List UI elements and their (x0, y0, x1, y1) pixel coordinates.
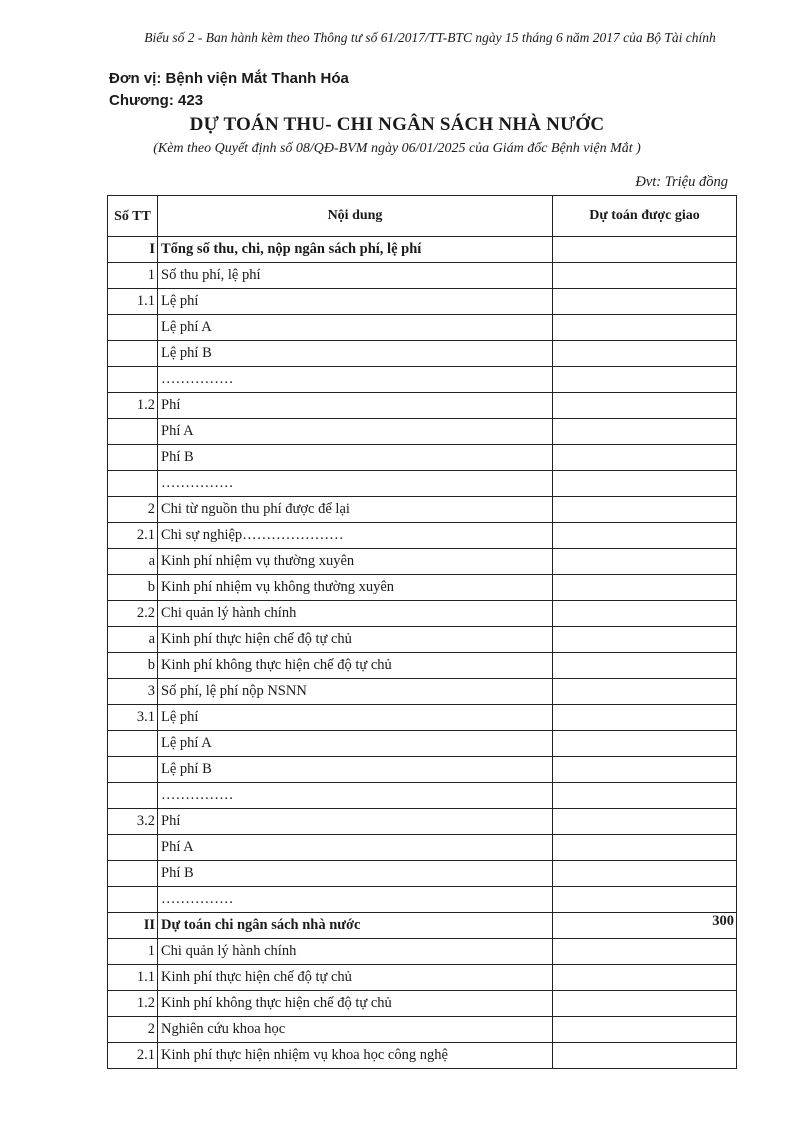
table-row (108, 445, 737, 471)
row-number: 2.1 (108, 523, 158, 549)
row-amount (553, 1043, 737, 1069)
table-header-row (108, 196, 737, 237)
row-amount (553, 497, 737, 523)
row-number: 1.1 (108, 289, 158, 315)
table-row (108, 237, 737, 263)
row-amount (553, 393, 737, 419)
page-subtitle: (Kèm theo Quyết định số 08/QĐ-BVM ngày 06/01/2025 của Giám đốc Bệnh viện Mắt ) (153, 141, 641, 156)
row-content: Phí A (158, 419, 553, 445)
row-number (108, 757, 158, 783)
row-content: Nghiên cứu khoa học (158, 1017, 553, 1043)
row-number (108, 887, 158, 913)
table-row (108, 783, 737, 809)
page-title: DỰ TOÁN THU- CHI NGÂN SÁCH NHÀ NƯỚC (189, 114, 605, 135)
row-amount (553, 237, 737, 263)
row-number: 3.1 (108, 705, 158, 731)
row-number: 2.1 (108, 1043, 158, 1069)
organization-unit: Đơn vị: Bệnh viện Mắt Thanh Hóa (109, 70, 349, 87)
row-content: Lệ phí (158, 705, 553, 731)
row-amount: 300 (553, 913, 737, 939)
row-content: Phí (158, 393, 553, 419)
table-row (108, 523, 737, 549)
row-number: II (108, 913, 158, 939)
table-row (108, 965, 737, 991)
table-row (108, 575, 737, 601)
row-content: Lệ phí B (158, 341, 553, 367)
table-row (108, 913, 737, 939)
row-content: Kinh phí thực hiện nhiệm vụ khoa học công nghệ (158, 1043, 553, 1069)
row-number: 3 (108, 679, 158, 705)
column-header-stt: Số TT (108, 196, 158, 237)
row-amount (553, 939, 737, 965)
row-content: Lệ phí A (158, 731, 553, 757)
row-number: 1 (108, 939, 158, 965)
table-row (108, 887, 737, 913)
table-row (108, 419, 737, 445)
row-number: 2 (108, 497, 158, 523)
table-row (108, 289, 737, 315)
row-content: Kinh phí không thực hiện chế độ tự chủ (158, 991, 553, 1017)
row-content: Số phí, lệ phí nộp NSNN (158, 679, 553, 705)
row-content: Kinh phí thực hiện chế độ tự chủ (158, 965, 553, 991)
row-amount (553, 757, 737, 783)
table-row (108, 601, 737, 627)
row-amount (553, 679, 737, 705)
row-number (108, 445, 158, 471)
row-amount (553, 861, 737, 887)
row-content: Chi quản lý hành chính (158, 939, 553, 965)
table-row (108, 341, 737, 367)
row-amount (553, 315, 737, 341)
table-row (108, 1017, 737, 1043)
row-amount (553, 705, 737, 731)
row-number: a (108, 549, 158, 575)
row-amount (553, 835, 737, 861)
row-number: b (108, 653, 158, 679)
table-row (108, 1043, 737, 1069)
currency-unit: Đvt: Triệu đồng (635, 174, 728, 190)
row-content: …………… (158, 887, 553, 913)
row-content: Lệ phí B (158, 757, 553, 783)
row-number: I (108, 237, 158, 263)
table-row (108, 471, 737, 497)
row-number (108, 315, 158, 341)
table-row (108, 991, 737, 1017)
row-number: 2 (108, 1017, 158, 1043)
row-amount (553, 653, 737, 679)
row-number: 1.1 (108, 965, 158, 991)
row-number (108, 731, 158, 757)
row-content: Kinh phí thực hiện chế độ tự chủ (158, 627, 553, 653)
row-number (108, 471, 158, 497)
row-content: Kinh phí nhiệm vụ thường xuyên (158, 549, 553, 575)
row-amount (553, 523, 737, 549)
table-row (108, 809, 737, 835)
row-content: Số thu phí, lệ phí (158, 263, 553, 289)
row-number: b (108, 575, 158, 601)
row-number: 2.2 (108, 601, 158, 627)
row-content: Phí B (158, 445, 553, 471)
row-number: 3.2 (108, 809, 158, 835)
row-number: 1.2 (108, 991, 158, 1017)
row-content: Phí B (158, 861, 553, 887)
budget-table (107, 195, 737, 1069)
row-amount (553, 289, 737, 315)
table-row (108, 705, 737, 731)
column-header-content: Nội dung (158, 196, 553, 237)
row-content: Phí (158, 809, 553, 835)
table-row (108, 549, 737, 575)
row-number (108, 783, 158, 809)
row-amount (553, 991, 737, 1017)
row-number: a (108, 627, 158, 653)
row-number: 1.2 (108, 393, 158, 419)
table-row (108, 497, 737, 523)
row-content: Lệ phí A (158, 315, 553, 341)
row-amount (553, 627, 737, 653)
row-content: …………… (158, 783, 553, 809)
row-amount (553, 731, 737, 757)
row-content: Chi quản lý hành chính (158, 601, 553, 627)
table-row (108, 861, 737, 887)
row-amount (553, 549, 737, 575)
row-content: Dự toán chi ngân sách nhà nước (158, 913, 553, 939)
row-content: Tổng số thu, chi, nộp ngân sách phí, lệ phí (158, 237, 553, 263)
table-body (108, 237, 737, 1069)
column-header-amount: Dự toán được giao (553, 196, 737, 237)
row-content: …………… (158, 471, 553, 497)
table-row (108, 939, 737, 965)
table-row (108, 263, 737, 289)
row-content: Kinh phí không thực hiện chế độ tự chủ (158, 653, 553, 679)
table-row (108, 731, 737, 757)
row-amount (553, 445, 737, 471)
row-content: …………… (158, 367, 553, 393)
row-content: Chi từ nguồn thu phí được để lại (158, 497, 553, 523)
row-amount (553, 575, 737, 601)
row-content: Lệ phí (158, 289, 553, 315)
row-number (108, 341, 158, 367)
row-content: Chi sự nghiệp………………… (158, 523, 553, 549)
row-amount (553, 367, 737, 393)
row-amount (553, 887, 737, 913)
row-amount (553, 809, 737, 835)
row-amount (553, 263, 737, 289)
row-content: Kinh phí nhiệm vụ không thường xuyên (158, 575, 553, 601)
table-row (108, 393, 737, 419)
table-row (108, 835, 737, 861)
row-amount (553, 419, 737, 445)
table-row (108, 315, 737, 341)
table-row (108, 653, 737, 679)
row-amount (553, 1017, 737, 1043)
row-number (108, 419, 158, 445)
table-row (108, 679, 737, 705)
table-row (108, 367, 737, 393)
row-number (108, 835, 158, 861)
row-content: Phí A (158, 835, 553, 861)
form-reference-note: Biểu số 2 - Ban hành kèm theo Thông tư số 61/2017/TT-BTC ngày 15 tháng 6 năm 2017 của Bộ Tài chính (144, 30, 716, 45)
row-amount (553, 601, 737, 627)
chapter-code: Chương: 423 (109, 92, 204, 109)
row-amount (553, 783, 737, 809)
row-amount (553, 471, 737, 497)
row-amount (553, 965, 737, 991)
row-number (108, 861, 158, 887)
row-number: 1 (108, 263, 158, 289)
row-number (108, 367, 158, 393)
table-row (108, 627, 737, 653)
table-row (108, 757, 737, 783)
row-amount (553, 341, 737, 367)
